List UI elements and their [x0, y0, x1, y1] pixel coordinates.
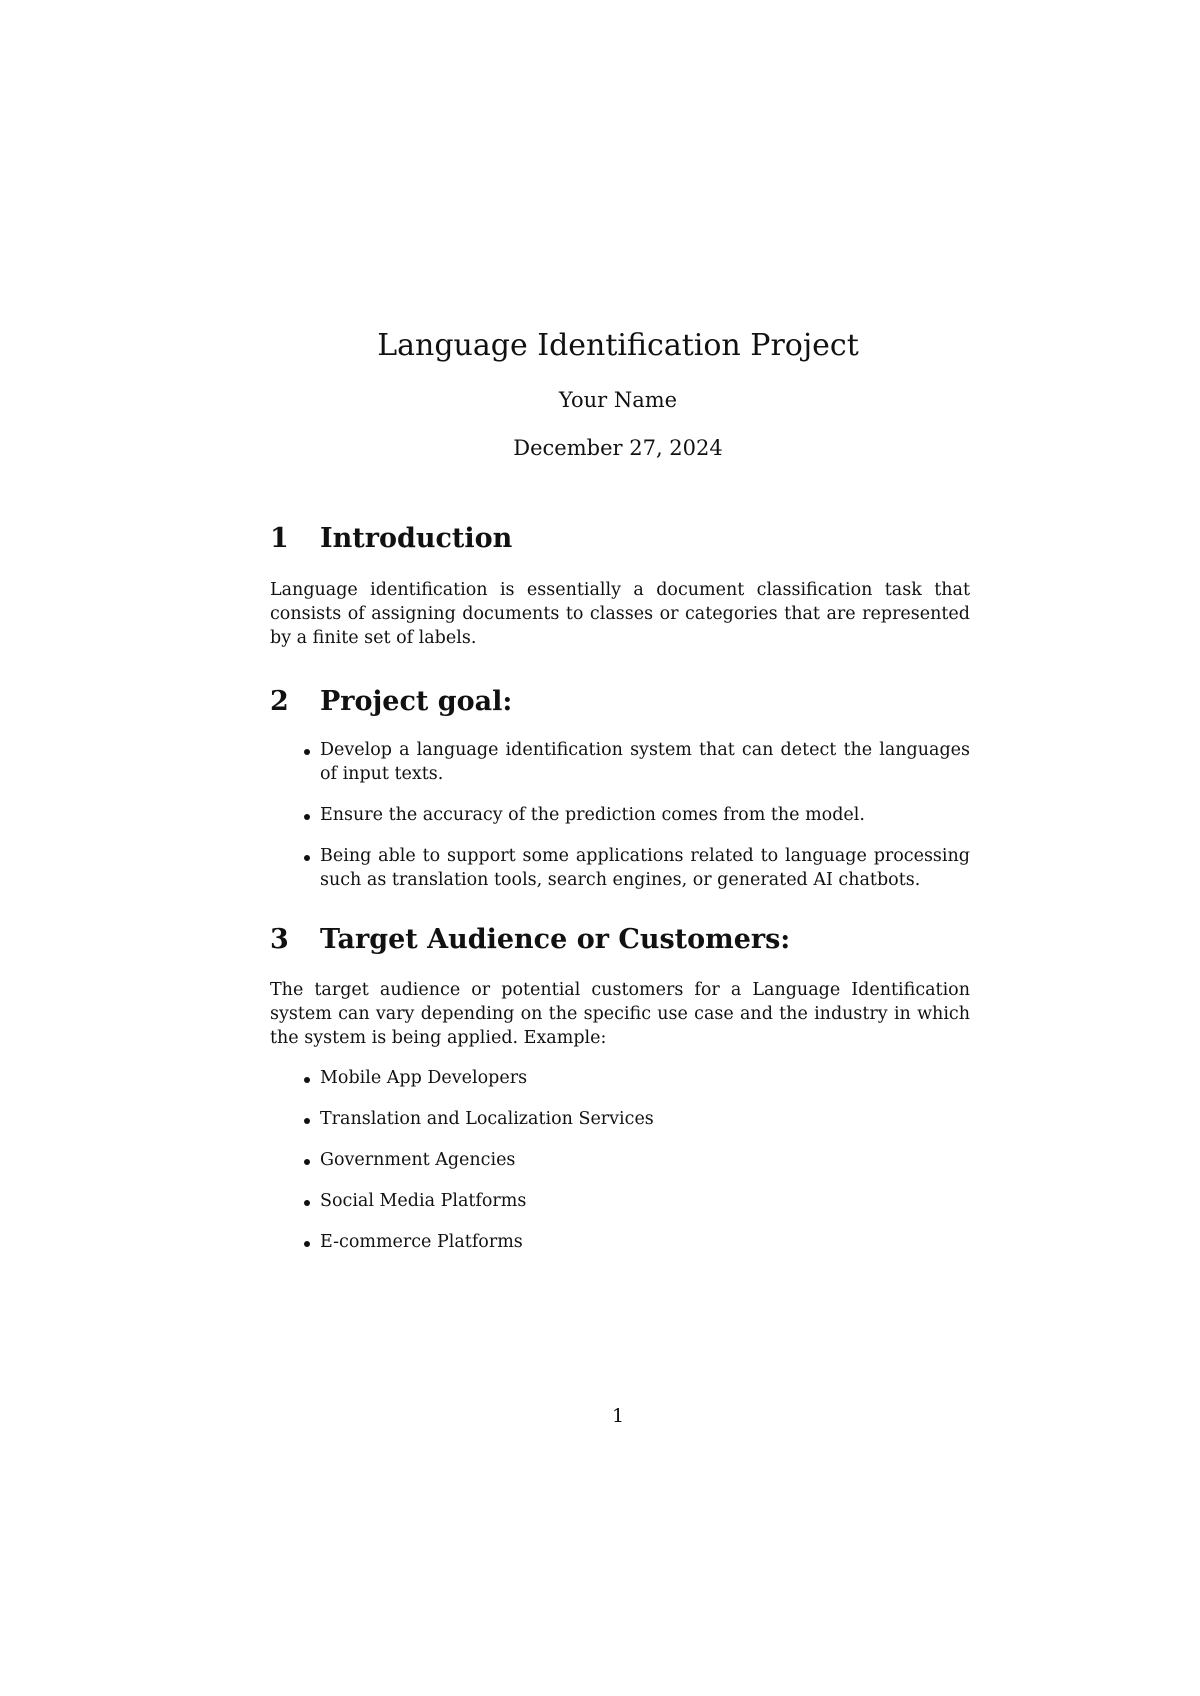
section-number: 3: [270, 924, 289, 955]
list-item: [270, 1230, 970, 1254]
document-date: December 27, 2024: [513, 436, 723, 460]
section-target-audience-body: [270, 978, 970, 1271]
bullet-icon: [304, 1241, 310, 1247]
list-item: [270, 1189, 970, 1213]
list-item-text: Ensure the accuracy of the prediction comes from the model.: [320, 805, 865, 825]
document-author: Your Name: [558, 388, 678, 412]
list-item: [270, 738, 970, 786]
section-heading-target-audience: [270, 923, 790, 957]
section-heading-project-goal: [270, 685, 512, 719]
section-project-goal-body: [270, 738, 970, 909]
list-item-text: Social Media Platforms: [320, 1191, 527, 1211]
section-title: Target Audience or Customers:: [320, 924, 791, 955]
target-audience-paragraph: The target audience or potential customers for a Language Identification system can vary depending on the specific use case and the industry in which the system is being applied. Example:: [270, 980, 970, 1048]
bullet-icon: [304, 749, 310, 755]
list-item-text: E-commerce Platforms: [320, 1232, 523, 1252]
title-block: [0, 326, 1200, 462]
bullet-icon: [304, 1159, 310, 1165]
list-item: [270, 1066, 970, 1090]
introduction-paragraph: Language identification is essentially a document classification task that consists of assigning documents to classes or categories that are represented by a finite set of labels.: [270, 580, 970, 648]
section-heading-introduction: [270, 522, 512, 556]
list-item: [270, 1107, 970, 1131]
page-number: 1: [611, 1405, 625, 1427]
section-number: 1: [270, 523, 289, 554]
list-item: [270, 803, 970, 827]
section-title: Introduction: [320, 523, 513, 554]
list-item: [270, 1148, 970, 1172]
bullet-icon: [304, 855, 310, 861]
section-introduction-body: [270, 578, 970, 650]
bullet-icon: [304, 1077, 310, 1083]
bullet-icon: [304, 1200, 310, 1206]
list-item-text: Mobile App Developers: [320, 1068, 528, 1088]
section-number: 2: [270, 686, 289, 717]
section-title: Project goal:: [320, 686, 513, 717]
target-audience-list: [270, 1066, 970, 1254]
list-item: [270, 844, 970, 892]
list-item-text: Develop a language identification system that can detect the languages of input texts.: [320, 740, 970, 784]
bullet-icon: [304, 1118, 310, 1124]
bullet-icon: [304, 814, 310, 820]
list-item-text: Being able to support some applications related to language processing such as translation tools, search engines, or generated AI chatbots.: [320, 846, 970, 890]
list-item-text: Translation and Localization Services: [320, 1109, 654, 1129]
document-title: Language Identification Project: [377, 328, 859, 363]
list-item-text: Government Agencies: [320, 1150, 516, 1170]
project-goal-list: [270, 738, 970, 892]
